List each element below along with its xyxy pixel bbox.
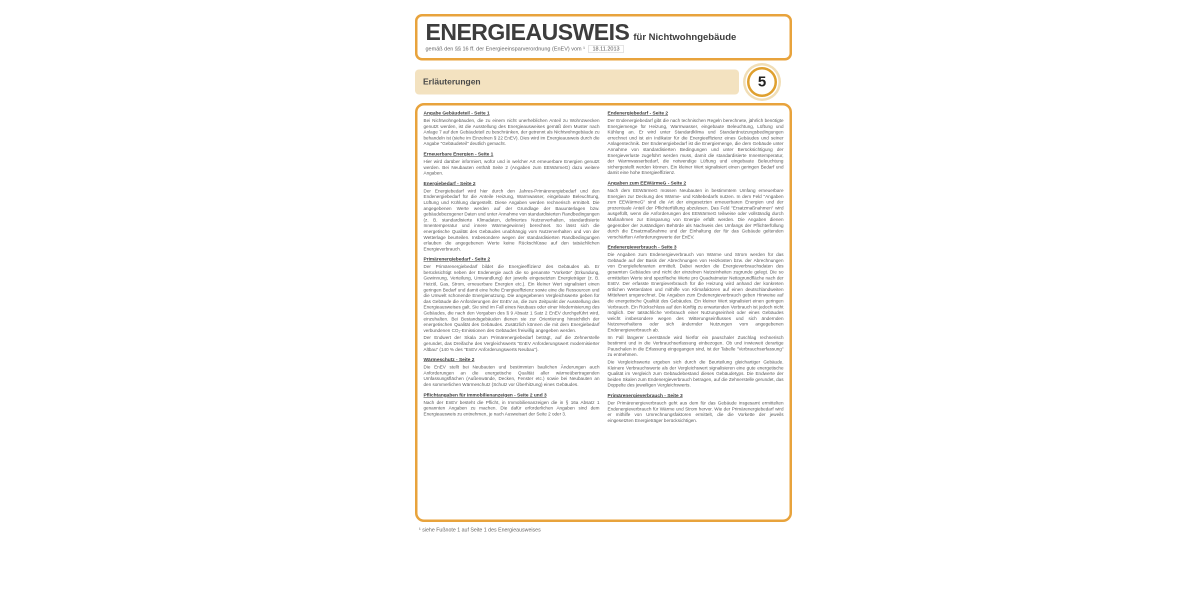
section-paragraph: Im Fall längerer Leerstände wird hierfür ein pauschaler Zuschlag rechnerisch bestimmt und in die Verbrauchserfassung einbezogen. Ob und inwieweit derartige Pauschalen in die Erfassung eingegangen sind, ist der Tabelle "Verbrauchserfassung" zu entnehmen. (607, 334, 784, 358)
section-left-0 (424, 111, 600, 147)
section-right-3 (608, 393, 784, 424)
section-bar-row (415, 67, 792, 97)
law-reference-text: gemäß den §§ 16 ff. der Energieeinsparverordnung (EnEV) vom ¹ (425, 46, 585, 52)
section-paragraph: Der Energiebedarf wird hier durch den Jahres-Primärenergiebedarf und den Endenergiebedarf für die Anteile Heizung, Warmwasser, eingebaute Beleuchtung, Lüftung und Kühlung dargestellt. Diese Angaben werden rechnerisch ermittelt. Die angegebenen Werte werden auf der Grundlage der Bauunterlagen bzw. gebäudebezogener Daten und unter Annahme von standardisierten Randbedingungen (z. B. standardisierte Klimadaten, definiertes Nutzerverhalten, standardisierte Innentemperatur und innere Wärmegewinne) berechnet. So lässt sich die energetische Qualität des Gebäudes unabhängig vom Nutzerverhalten und von der Wetterlage beurteilen. Insbesondere wegen der standardisierten Randbedingungen erlauben die angegebenen Werte keine Rückschlüsse auf den tatsächlichen Energieverbrauch. (423, 188, 600, 252)
energy-certificate-page-5 (415, 14, 792, 533)
section-heading: Angabe Gebäudeteil - Seite 1 (423, 110, 490, 116)
enev-date-field: 18.11.2013 (588, 45, 624, 53)
section-paragraph: Der Primärenergieverbrauch geht aus dem für das Gebäude insgesamt ermittelten Endenergieverbrauch für Wärme und Strom hervor. Wie der Primärenergiebedarf wird er mithilfe von Umrechnungsfaktoren ermittelt, die die Vorkette der jeweils eingesetzten Energieträger berücksichtigen. (607, 400, 784, 423)
section-heading: Erneuerbare Energien - Seite 1 (423, 151, 494, 157)
section-title: Erläuterungen (423, 77, 481, 87)
section-paragraph: Der Endwert der Skala zum Primärenergiebedarf beträgt, auf die Zehnerstelle gerundet, das Dreifache des Vergleichswerts "EnEV Anforderungswert modernisierter Altbau" (140 % des "EnEV Anforderungswerts Neubau"). (423, 335, 600, 352)
section-heading: Endenergieverbrauch - Seite 3 (607, 244, 677, 251)
section-paragraph: Die Vergleichswerte ergeben sich durch die Beurteilung gleichartiger Gebäude. Kleinere Verbrauchswerte als der Vergleichswert signalisieren eine gute energetische Qualität im Vergleich zum Gebäudebestand dieses Gebäudetyps. Die Endwerte der beiden Skalen zum Endenergieverbrauch betragen, auf die Zehnerstelle gerundet, das Doppelte des jeweiligen Vergleichswerts. (607, 359, 784, 388)
document-subtitle: für Nichtwohngebäude (633, 32, 737, 43)
section-paragraph: Hier wird darüber informiert, wofür und in welcher Art erneuerbare Energien genutzt werden. Bei Neubauten enthält Seite 2 (Angaben zum EEWärmeG) dazu weitere Angaben. (423, 158, 600, 176)
section-paragraph: Die EnEV stellt bei Neubauten und bestimmten baulichen Änderungen auch Anforderungen an die energetische Qualität aller wärmeübertragenden Umfassungsflächen (Außenwände, Decken, Fenster etc.) sowie bei Neubauten an den sommerlichen Wärmeschutz (Schutz vor Überhitzung) eines Gebäudes. (423, 364, 600, 387)
document-title: ENERGIEAUSWEIS (425, 19, 630, 45)
section-left-3 (424, 257, 600, 353)
section-left-5 (424, 392, 600, 417)
two-column-layout (424, 111, 784, 426)
section-paragraph: Nach der EnEV besteht die Pflicht, in Immobilienanzeigen die in § 16a Absatz 1 genannten Angaben zu machen. Die dafür erforderlichen Angaben sind dem Energieausweis zu entnehmen, je nach Ausweisart der Seite 2 oder 3. (423, 399, 600, 417)
explanations-box (415, 103, 792, 522)
section-heading: Energiebedarf - Seite 2 (423, 180, 476, 187)
section-heading: Pflichtangaben für Immobilienanzeigen - Seite 2 und 3 (423, 392, 547, 398)
column-left (424, 111, 600, 426)
column-right (608, 111, 784, 426)
section-right-0 (608, 111, 784, 176)
law-reference-line (426, 45, 782, 53)
section-paragraph: Nach dem EEWärmeG müssen Neubauten in bestimmtem Umfang erneuerbare Energien zur Deckung des Wärme- und Kältebedarfs nutzen. In dem Feld "Angaben zum EEWärmeG" sind die Art der eingesetzten erneuerbaren Energien und der prozentuale Anteil der Pflichterfüllung abzulesen. Das Feld "Ersatzmaßnahmen" wird ausgefüllt, wenn die Anforderungen des EEWärmeG teilweise oder vollständig durch Maßnahmen zur Einsparung von Energie erfüllt werden. Die Angaben dienen gegenüber der zuständigen Behörde als Nachweis des Umfangs der Pflichterfüllung durch die Ersatzmaßnahme und der Einhaltung der für das Gebäude geltenden verschärften Anforderungswerte der EnEV. (607, 187, 784, 240)
section-heading: Primärenergiebedarf - Seite 2 (423, 256, 491, 263)
header-box (415, 14, 792, 61)
section-right-2 (608, 245, 784, 389)
page-number-badge: 5 (747, 67, 777, 97)
section-paragraph: Die Angaben zum Endenergieverbrauch von Wärme und Strom werden für das Gebäude auf der Basis der Abrechnungen von Heizkosten bzw. der Abrechnungen von Energielieferanten ermittelt. Dabei werden die Energieverbrauchsdaten des gesamten Gebäudes und nicht der einzelnen Nutzeinheiten zugrunde gelegt. Die so ermittelten Werte sind spezifische Werte pro Quadratmeter Nettogrundfläche nach der EnEV. Der erfasste Energieverbrauch für die Heizung wird anhand der konkreten örtlichen Wetterdaten und mithilfe von Klimafaktoren auf einen deutschlandweiten Mittelwert umgerechnet. Die Angaben zum Endenergieverbrauch geben Hinweise auf die energetische Qualität des Gebäudes. Ein kleiner Wert signalisiert einen geringen Verbrauch. Ein Rückschluss auf den künftig zu erwartenden Verbrauch ist jedoch nicht möglich. Der tatsächliche Verbrauch einer Nutzungseinheit oder eines Gebäudes weicht insbesondere wegen des Witterungseinflusses und sich ändernden Nutzerverhaltens oder sich ändernder Nutzungen vom angegebenen Endenergieverbrauch ab. (607, 252, 784, 333)
section-heading: Primärenergieverbrauch - Seite 3 (607, 392, 683, 399)
section-paragraph: Der Endenergiebedarf gibt die nach technischen Regeln berechnete, jährlich benötigte Energiemenge für Heizung, Warmwasser, eingebaute Beleuchtung, Lüftung und Kühlung an. Er wird unter Standardklima und Standardnutzungsbedingungen errechnet und ist ein Indikator für die Energieeffizienz eines Gebäudes und seiner Anlagentechnik. Der Endenergiebedarf ist die Energiemenge, die dem Gebäude unter Annahme von standardisierten Bedingungen und unter Berücksichtigung der Energieverluste zugeführt werden muss, damit die standardisierte Innentemperatur, der Warmwasserbedarf, die notwendige Lüftung und eingebaute Beleuchtung sichergestellt werden können. Ein kleiner Wert signalisiert einen geringen Bedarf und damit eine hohe Energieeffizienz. (607, 118, 784, 176)
section-right-1 (608, 180, 784, 240)
section-title-bar (415, 70, 739, 95)
section-paragraph: Der Primärenergiebedarf bildet die Energieeffizienz des Gebäudes ab. Er berücksichtigt neben der Endenergie auch die so genannte "Vorkette" (Erkundung, Gewinnung, Verteilung, Umwandlung) der jeweils eingesetzten Energieträger (z. B. Heizöl, Gas, Strom, erneuerbare Energien etc.). Ein kleiner Wert signalisiert einen geringen Bedarf und damit eine hohe Energieeffizienz sowie eine die Ressourcen und die Umwelt schonende Energienutzung. Die angegebenen Vergleichswerte geben für das Gebäude die Anforderungen der EnEV an, die zum Zeitpunkt der Ausstellung des Energieausweises galt. Sie sind im Fall eines Neubaus oder einer Modernisierung des Gebäudes, die nach den Vorgaben des § 9 Absatz 1 Satz 2 EnEV durchgeführt wird, einzuhalten. Bei Bestandsgebäuden dienen sie zur Orientierung hinsichtlich der energetischen Qualität des Gebäudes. Zusätzlich können die mit dem Energiebedarf verbundenen CO₂-Emissionen des Gebäudes freiwillig angegeben werden. (423, 264, 600, 333)
section-heading: Angaben zum EEWärmeG - Seite 2 (607, 180, 687, 186)
section-left-1 (424, 151, 600, 176)
section-paragraph: Bei Nichtwohngebäuden, die zu einem nicht unerheblichen Anteil zu Wohnzwecken genutzt werden, ist die Ausstellung des Energieausweises gemäß dem Muster nach Anlage 7 auf den Gebäudeteil zu beschränken, der getrennt als Nichtwohngebäude zu behandeln ist (siehe im Einzelnen § 22 EnEV). Dies wird im Energieausweis durch die Angabe "Gebäudeteil" deutlich gemacht. (423, 118, 600, 147)
section-heading: Wärmeschutz - Seite 2 (423, 357, 475, 363)
footnote: ¹ siehe Fußnote 1 auf Seite 1 des Energieausweises (419, 527, 541, 533)
section-heading: Endenergiebedarf - Seite 2 (607, 110, 669, 116)
section-left-4 (424, 357, 600, 388)
title-row (426, 21, 782, 44)
section-left-2 (424, 181, 600, 252)
